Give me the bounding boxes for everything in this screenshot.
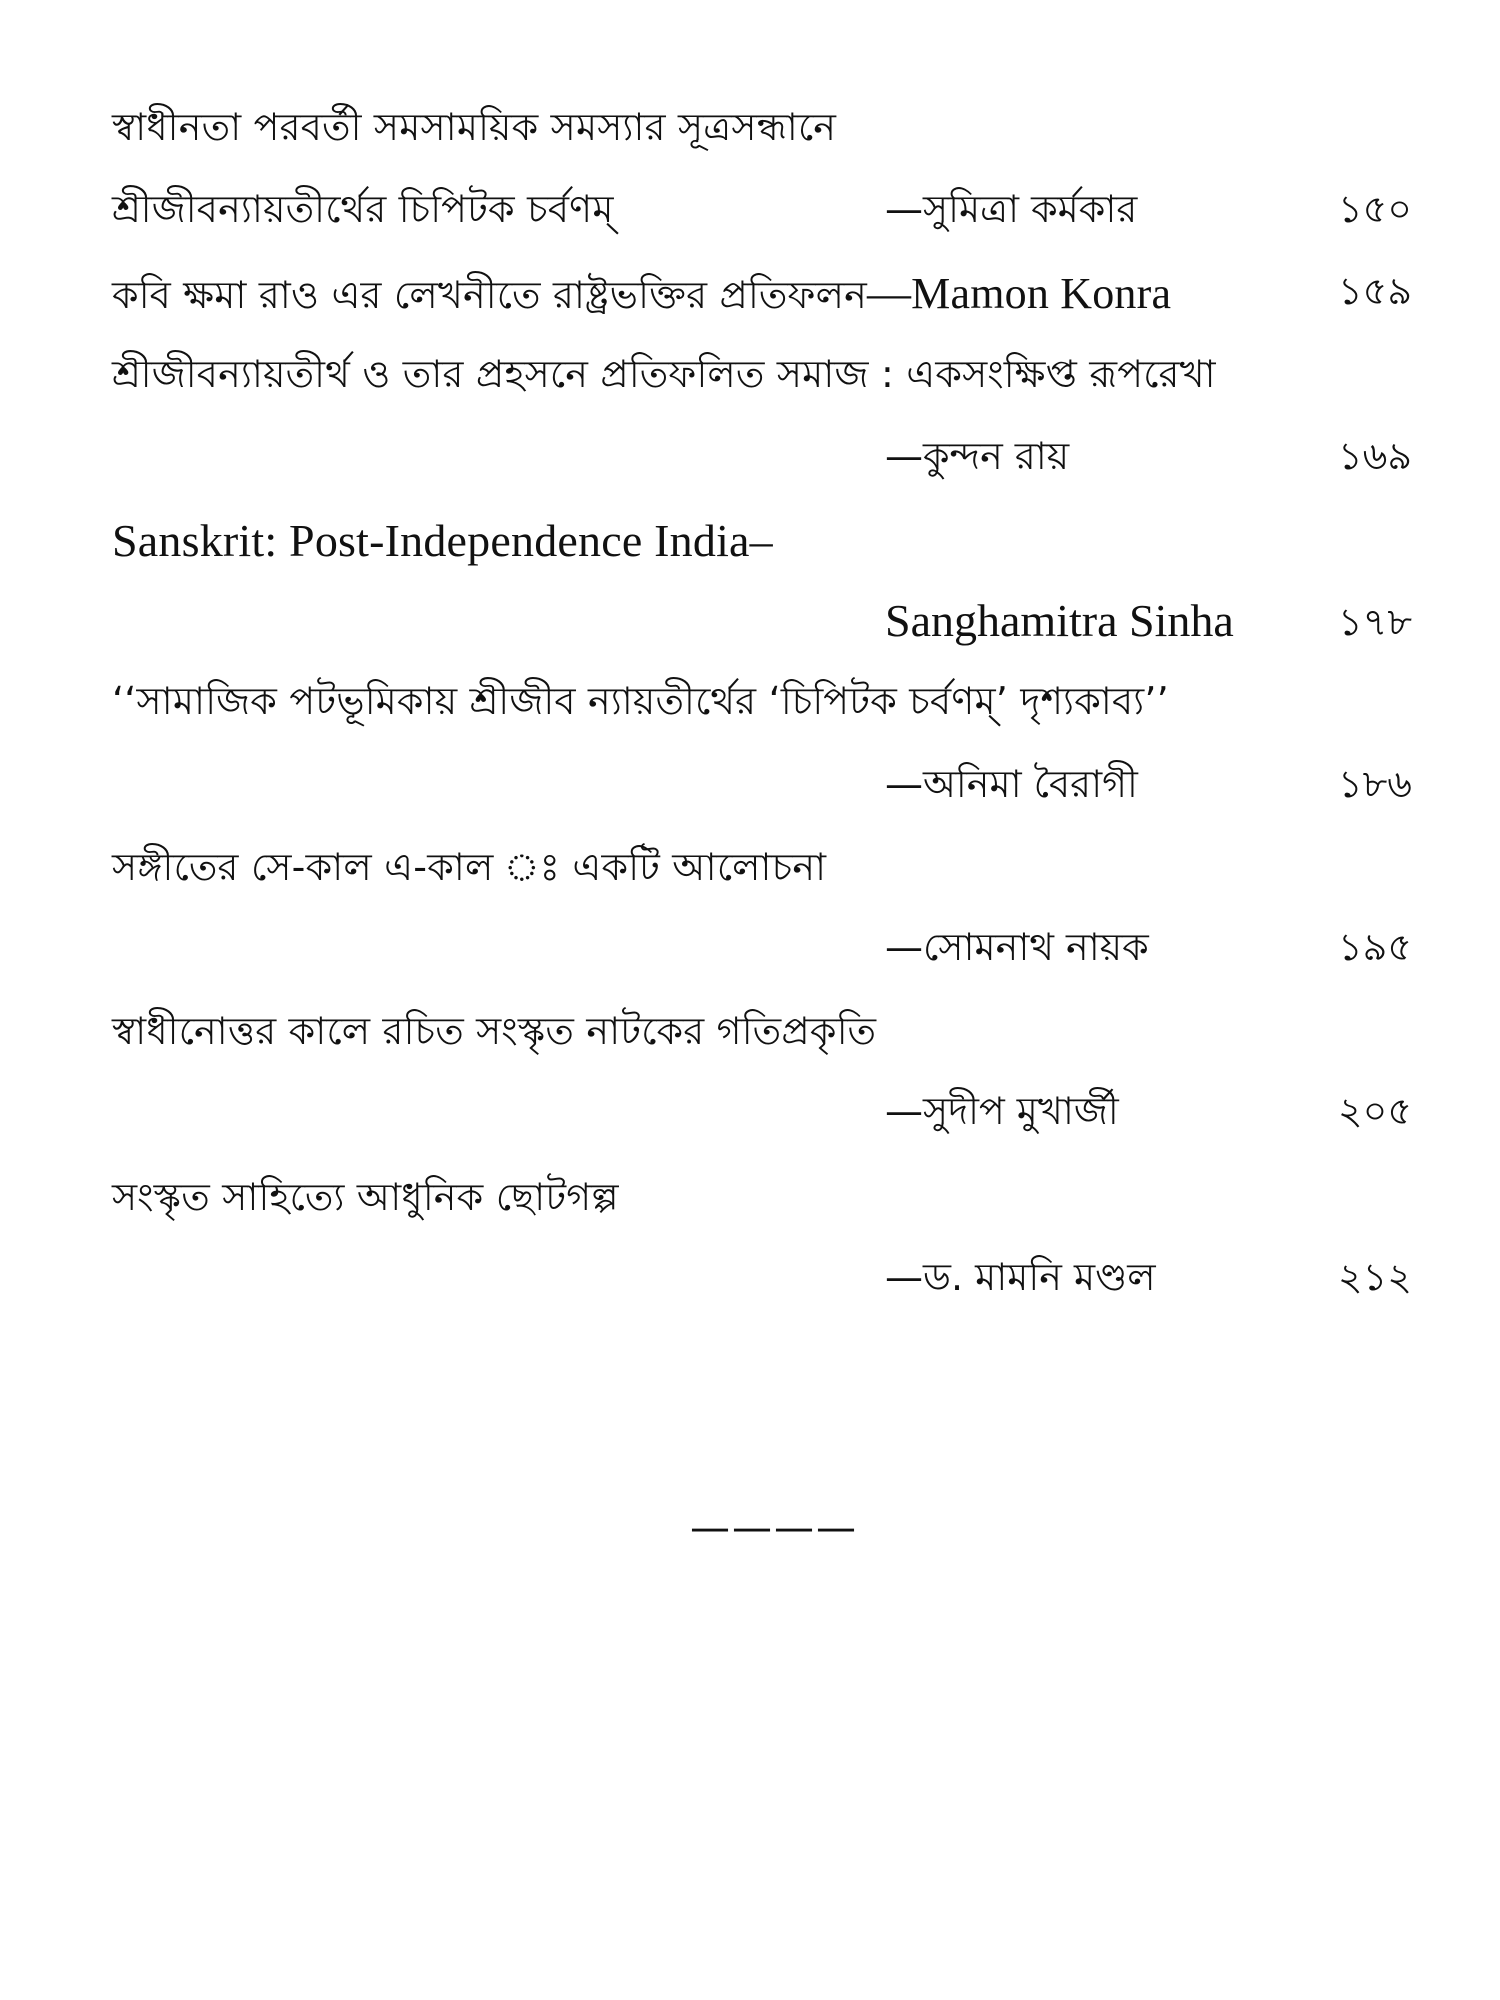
toc-entry-author: —অনিমা বৈরাগী [885, 762, 1138, 806]
toc-entry-title: স্বাধীনোত্তর কালে রচিত সংস্কৃত নাটকের গতিপ্রকৃতি [112, 1009, 877, 1053]
toc-entry-page: ১৫০ [1337, 187, 1412, 231]
toc-entry-author: —সুদীপ মুখার্জী [885, 1089, 1119, 1133]
toc-entry-author: Sanghamitra Sinha [885, 595, 1234, 646]
toc-entry-author: —কুন্দন রায় [885, 434, 1070, 478]
toc-entry-page: ১৯৫ [1338, 925, 1412, 969]
toc-entry-title: Sanskrit: Post-Independence India– [112, 515, 773, 566]
toc-entry-title: ‘‘সামাজিক পটভূমিকায় শ্রীজীব ন্যায়তীর্থের ‘চিপিটক চর্বণম্’ দৃশ্যকাব্য’’ [112, 679, 1169, 723]
toc-entry-title: সঙ্গীতের সে-কাল এ-কাল ঃ একটি আলোচনা [112, 845, 827, 889]
toc-entry-page: ১৫৯ [1338, 269, 1412, 313]
toc-entry-author: —ড. মামনি মণ্ডল [885, 1255, 1156, 1299]
toc-entry-subtitle: শ্রীজীবন্যায়তীর্থের চিপিটক চর্বণম্ [112, 187, 614, 231]
toc-entry-page: ১৮৬ [1337, 762, 1412, 806]
end-separator: ———— [690, 1505, 858, 1551]
toc-entry-author: —Mamon Konra [866, 269, 1172, 318]
toc-entry-title-text: কবি ক্ষমা রাও এর লেখনীতে রাষ্ট্রভক্তির প্রতিফলন [112, 273, 867, 317]
toc-entry-page: ২১২ [1337, 1255, 1412, 1299]
toc-entry-title: শ্রীজীবন্যায়তীর্থ ও তার প্রহসনে প্রতিফলিত সমাজ : একসংক্ষিপ্ত রূপরেখা [112, 352, 1216, 396]
toc-entry-page: ১৭৮ [1337, 600, 1412, 644]
toc-entry-title [112, 269, 1172, 318]
toc-entry-title: স্বাধীনতা পরবর্তী সমসাময়িক সমস্যার সূত্রসন্ধানে [112, 105, 837, 149]
toc-entry-title: সংস্কৃত সাহিত্যে আধুনিক ছোটগল্প [112, 1175, 619, 1219]
toc-entry-author: —সোমনাথ নায়ক [885, 925, 1149, 969]
toc-entry-page: ২০৫ [1337, 1089, 1412, 1133]
toc-entry-page: ১৬৯ [1337, 434, 1412, 478]
toc-entry-author: —সুমিত্রা কর্মকার [885, 187, 1138, 231]
